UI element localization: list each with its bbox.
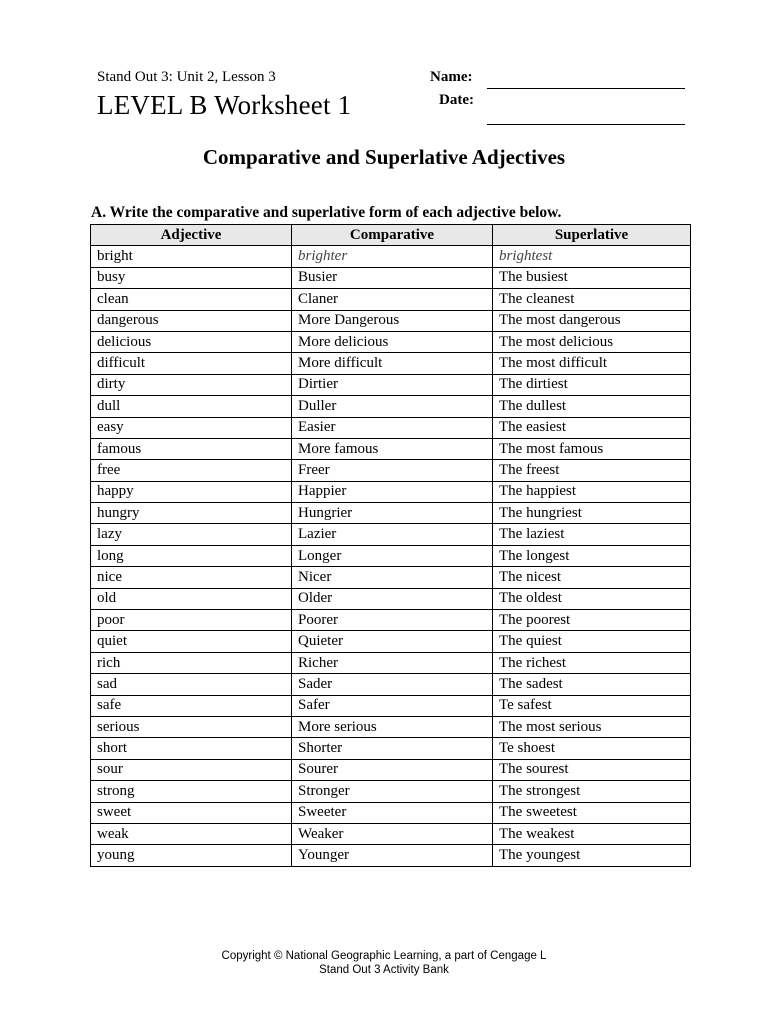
- comparative-cell: More famous: [292, 438, 493, 459]
- comparative-cell: Duller: [292, 396, 493, 417]
- table-row: [91, 331, 691, 352]
- table-row: [91, 738, 691, 759]
- superlative-cell: The poorest: [493, 610, 691, 631]
- adjective-cell: lazy: [91, 524, 292, 545]
- table-row: [91, 588, 691, 609]
- adjective-cell: delicious: [91, 331, 292, 352]
- table-row: [91, 267, 691, 288]
- table-row: [91, 289, 691, 310]
- table-row: [91, 781, 691, 802]
- worksheet-level-title: LEVEL B Worksheet 1: [97, 90, 352, 120]
- adjective-cell: free: [91, 460, 292, 481]
- comparative-cell: Nicer: [292, 567, 493, 588]
- adjective-cell: sweet: [91, 802, 292, 823]
- table-row: [91, 567, 691, 588]
- comparative-cell: Hungrier: [292, 503, 493, 524]
- header-superlative: Superlative: [493, 225, 691, 246]
- comparative-cell: Richer: [292, 652, 493, 673]
- adjective-cell: strong: [91, 781, 292, 802]
- comparative-cell: Easier: [292, 417, 493, 438]
- superlative-cell: Te shoest: [493, 738, 691, 759]
- superlative-cell: The happiest: [493, 481, 691, 502]
- header-comparative: Comparative: [292, 225, 493, 246]
- adjective-cell: bright: [91, 246, 292, 267]
- table-row: [91, 716, 691, 737]
- adjective-cell: young: [91, 845, 292, 866]
- activity-bank-footer: Stand Out 3 Activity Bank: [319, 964, 449, 976]
- superlative-cell: The most dangerous: [493, 310, 691, 331]
- comparative-cell: Sourer: [292, 759, 493, 780]
- adjective-cell: safe: [91, 695, 292, 716]
- comparative-cell: Sweeter: [292, 802, 493, 823]
- adjective-cell: difficult: [91, 353, 292, 374]
- comparative-cell: Claner: [292, 289, 493, 310]
- comparative-cell: More serious: [292, 716, 493, 737]
- date-field-line[interactable]: [487, 124, 685, 125]
- superlative-cell: The cleanest: [493, 289, 691, 310]
- adjective-cell: weak: [91, 823, 292, 844]
- table-row: [91, 631, 691, 652]
- comparative-cell: Lazier: [292, 524, 493, 545]
- superlative-cell: The most difficult: [493, 353, 691, 374]
- adjective-cell: rich: [91, 652, 292, 673]
- superlative-cell: The freest: [493, 460, 691, 481]
- table-row: [91, 396, 691, 417]
- comparative-cell: Freer: [292, 460, 493, 481]
- name-field-line[interactable]: [487, 88, 685, 89]
- date-label: Date:: [439, 92, 474, 108]
- adjective-cell: happy: [91, 481, 292, 502]
- table-row: [91, 310, 691, 331]
- superlative-cell: Te safest: [493, 695, 691, 716]
- comparative-cell: More Dangerous: [292, 310, 493, 331]
- table-row: [91, 610, 691, 631]
- adjective-cell: old: [91, 588, 292, 609]
- lesson-subtitle: Stand Out 3: Unit 2, Lesson 3: [97, 69, 276, 85]
- adjective-cell: famous: [91, 438, 292, 459]
- comparative-cell: Quieter: [292, 631, 493, 652]
- table-row: [91, 695, 691, 716]
- table-row: [91, 759, 691, 780]
- header-adjective: Adjective: [91, 225, 292, 246]
- comparative-cell: Poorer: [292, 610, 493, 631]
- superlative-cell: The easiest: [493, 417, 691, 438]
- adjective-cell: nice: [91, 567, 292, 588]
- table-row: [91, 503, 691, 524]
- superlative-cell: The sourest: [493, 759, 691, 780]
- table-row: [91, 438, 691, 459]
- superlative-cell: The sadest: [493, 674, 691, 695]
- adjective-cell: serious: [91, 716, 292, 737]
- adjective-table: [90, 224, 691, 867]
- copyright-footer: Copyright © National Geographic Learning, a part of Cengage L: [221, 950, 547, 962]
- adjective-cell: sad: [91, 674, 292, 695]
- comparative-cell: Longer: [292, 545, 493, 566]
- table-row: [91, 481, 691, 502]
- comparative-cell: Safer: [292, 695, 493, 716]
- comparative-cell: Busier: [292, 267, 493, 288]
- comparative-cell: Sader: [292, 674, 493, 695]
- name-label: Name:: [430, 69, 473, 85]
- superlative-cell: The laziest: [493, 524, 691, 545]
- superlative-cell: The dirtiest: [493, 374, 691, 395]
- comparative-cell: Dirtier: [292, 374, 493, 395]
- adjective-cell: hungry: [91, 503, 292, 524]
- superlative-cell: The youngest: [493, 845, 691, 866]
- superlative-cell: The weakest: [493, 823, 691, 844]
- table-row: [91, 460, 691, 481]
- page-title: Comparative and Superlative Adjectives: [202, 145, 566, 169]
- superlative-cell: The most famous: [493, 438, 691, 459]
- superlative-cell: The richest: [493, 652, 691, 673]
- superlative-cell: The oldest: [493, 588, 691, 609]
- comparative-cell: brighter: [292, 246, 493, 267]
- comparative-cell: Shorter: [292, 738, 493, 759]
- adjective-cell: long: [91, 545, 292, 566]
- superlative-cell: The busiest: [493, 267, 691, 288]
- superlative-cell: The sweetest: [493, 802, 691, 823]
- table-row: [91, 674, 691, 695]
- table-header-row: [91, 225, 691, 246]
- adjective-cell: easy: [91, 417, 292, 438]
- adjective-cell: busy: [91, 267, 292, 288]
- table-row: [91, 524, 691, 545]
- table-row: [91, 652, 691, 673]
- superlative-cell: The nicest: [493, 567, 691, 588]
- table-row: [91, 545, 691, 566]
- comparative-cell: Older: [292, 588, 493, 609]
- superlative-cell: The strongest: [493, 781, 691, 802]
- adjective-cell: poor: [91, 610, 292, 631]
- comparative-cell: Happier: [292, 481, 493, 502]
- comparative-cell: More difficult: [292, 353, 493, 374]
- superlative-cell: The longest: [493, 545, 691, 566]
- table-row: [91, 374, 691, 395]
- comparative-cell: More delicious: [292, 331, 493, 352]
- table-row: [91, 246, 691, 267]
- comparative-cell: Weaker: [292, 823, 493, 844]
- comparative-cell: Stronger: [292, 781, 493, 802]
- table-row: [91, 353, 691, 374]
- superlative-cell: The quiest: [493, 631, 691, 652]
- adjective-cell: quiet: [91, 631, 292, 652]
- adjective-cell: dull: [91, 396, 292, 417]
- adjective-cell: clean: [91, 289, 292, 310]
- table-row: [91, 417, 691, 438]
- table-row: [91, 845, 691, 866]
- adjective-cell: sour: [91, 759, 292, 780]
- adjective-cell: dirty: [91, 374, 292, 395]
- superlative-cell: The most serious: [493, 716, 691, 737]
- adjective-cell: short: [91, 738, 292, 759]
- table-row: [91, 823, 691, 844]
- superlative-cell: The dullest: [493, 396, 691, 417]
- comparative-cell: Younger: [292, 845, 493, 866]
- table-body: [91, 246, 691, 866]
- superlative-cell: The most delicious: [493, 331, 691, 352]
- superlative-cell: brightest: [493, 246, 691, 267]
- instruction-text: A. Write the comparative and superlative form of each adjective below.: [91, 204, 562, 221]
- superlative-cell: The hungriest: [493, 503, 691, 524]
- adjective-cell: dangerous: [91, 310, 292, 331]
- table-row: [91, 802, 691, 823]
